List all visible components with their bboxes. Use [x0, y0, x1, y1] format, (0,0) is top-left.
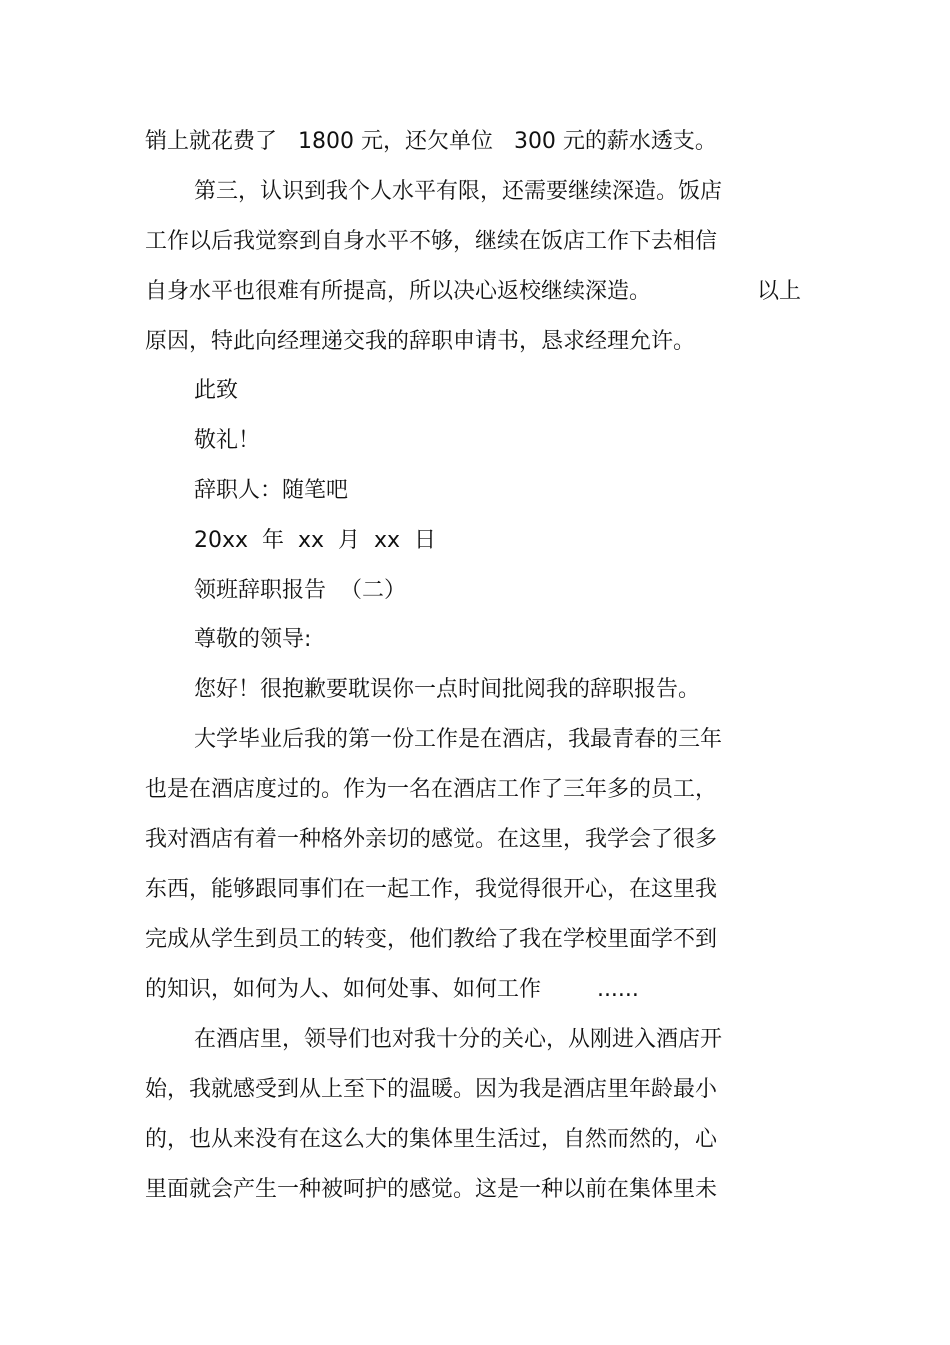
- text-line: 自身水平也很难有所提高，所以决心返校继续深造。: [145, 279, 652, 304]
- text-line: 您好！很抱歉要耽误你一点时间批阅我的辞职报告。: [194, 677, 701, 702]
- text-line: 始，我就感受到从上至下的温暖。因为我是酒店里年龄最小: [145, 1077, 718, 1102]
- text-line: 原因，特此向经理递交我的辞职申请书，恳求经理允许。: [145, 329, 696, 354]
- text-line: 的知识，如何为人、如何处事、如何工作 ......: [145, 977, 639, 1002]
- text-line: 第三，认识到我个人水平有限，还需要继续深造。饭店: [194, 179, 723, 204]
- text-line: 也是在酒店度过的。作为一名在酒店工作了三年多的员工，: [145, 777, 718, 802]
- greeting-line: 尊敬的领导:: [194, 627, 312, 652]
- text-line: 我对酒店有着一种格外亲切的感觉。在这里，我学会了很多: [145, 827, 718, 852]
- closing-line: 此致: [194, 378, 239, 403]
- text-line: 工作以后我觉察到自身水平不够，继续在饭店工作下去相信: [145, 229, 718, 254]
- signature-line: 辞职人：随笔吧: [194, 478, 349, 503]
- text-line: 销上就花费了 1800 元，还欠单位 300 元的薪水透支。: [145, 129, 717, 154]
- text-line: 里面就会产生一种被呵护的感觉。这是一种以前在集体里未: [145, 1177, 718, 1202]
- section-title: 领班辞职报告 （二）: [194, 578, 406, 603]
- text-line: 大学毕业后我的第一份工作是在酒店，我最青春的三年: [194, 727, 723, 752]
- date-line: 20xx 年 xx 月 xx 日: [194, 528, 437, 553]
- text-line: 东西，能够跟同事们在一起工作，我觉得很开心，在这里我: [145, 877, 718, 902]
- text-line: 的，也从来没有在这么大的集体里生活过，自然而然的，心: [145, 1127, 718, 1152]
- salutation-line: 敬礼！: [194, 428, 261, 453]
- text-line: 以上: [757, 279, 802, 304]
- text-line: 在酒店里，领导们也对我十分的关心，从刚进入酒店开: [194, 1027, 723, 1052]
- text-line: 完成从学生到员工的转变，他们教给了我在学校里面学不到: [145, 927, 718, 952]
